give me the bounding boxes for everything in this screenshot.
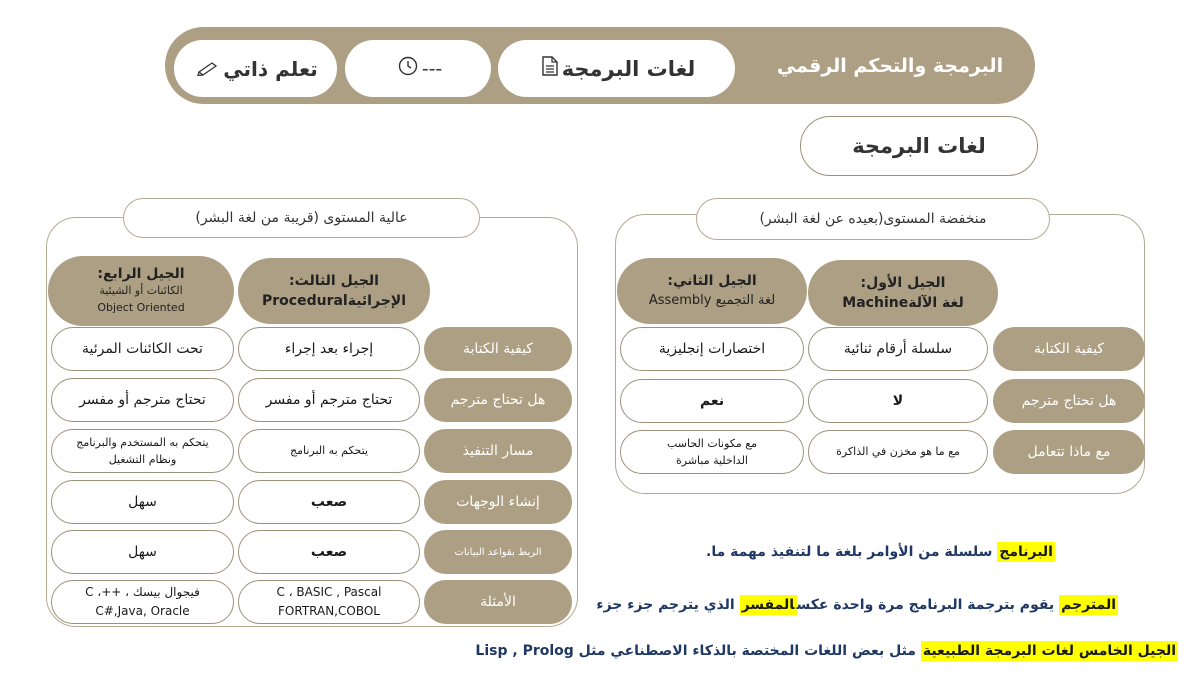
note-program-term: البرنامج	[999, 544, 1053, 560]
note-compiler-def-b: الذي يترجم جزء جزء	[596, 597, 735, 613]
high-row-label-examples: الأمثلة	[424, 580, 572, 624]
gen-2-sub: لغة التجميع Assembly	[648, 293, 776, 309]
gen-2-header	[617, 258, 807, 324]
gen-4-name: الجيل الرابع:	[97, 265, 185, 282]
low-row-label-deals: مع ماذا تتعامل	[993, 430, 1145, 474]
gen-4-sub2: Object Oriented	[97, 300, 185, 314]
topic-chip-label: لغات البرمجة	[561, 56, 696, 81]
note-interpreter-term: المفسر	[741, 597, 795, 613]
high-cell-gen4-database: سهل	[51, 530, 234, 574]
note-fifth-term: الجيل الخامس لغات البرمجة الطبيعية	[922, 643, 1176, 659]
high-cell-gen4-execution: يتحكم به المستخدم والبرنامج ونظام التشغيل	[51, 429, 234, 473]
clock-icon	[398, 56, 418, 81]
gen-3-sub: الإجرائيةProcedural	[262, 293, 407, 309]
gen-2-name: الجيل الثاني:	[667, 273, 757, 290]
lesson-chip[interactable]	[345, 40, 491, 97]
high-cell-gen4-writing: تحت الكائنات المرئية	[51, 327, 234, 371]
gen-4-header	[48, 256, 234, 326]
pen-icon	[197, 57, 219, 81]
low-cell-gen1-deals: مع ما هو مخزن في الذاكرة	[808, 430, 988, 474]
note-compiler	[596, 597, 1118, 613]
self-learning-label: تعلم ذاتي	[223, 56, 318, 81]
high-cell-gen3-examples: C ، BASIC , Pascal FORTRAN,COBOL	[238, 580, 420, 624]
gen-1-header	[808, 260, 998, 326]
gen-1-name: الجيل الأول:	[860, 274, 946, 291]
high-row-label-execution: مسار التنفيذ	[424, 429, 572, 473]
low-row-label-writing: كيفية الكتابة	[993, 327, 1145, 371]
high-cell-gen4-examples: فيجوال بيسك ، ++C ، C#,Java, Oracle	[51, 580, 234, 624]
high-cell-gen3-interfaces: صعب	[238, 480, 420, 524]
section-title: لغات البرمجة	[800, 116, 1038, 176]
low-level-title: منخفضة المستوى(بعيده عن لغة البشر)	[696, 198, 1050, 240]
high-row-label-database: الربط بقواعد البيانات	[424, 530, 572, 574]
note-program-def: سلسلة من الأوامر بلغة ما لتنفيذ مهمة ما.	[706, 544, 993, 560]
gen-3-header	[238, 258, 430, 324]
low-cell-gen2-compiler: نعم	[620, 379, 804, 423]
high-cell-gen3-database: صعب	[238, 530, 420, 574]
self-learning-chip[interactable]	[174, 40, 337, 97]
low-cell-gen2-writing: اختصارات إنجليزية	[620, 327, 804, 371]
note-fifth-def: مثل بعض اللغات المختصة بالذكاء الاصطناعي مثل Lisp , Prolog	[475, 643, 916, 659]
note-compiler-term: المترجم	[1061, 597, 1116, 613]
low-cell-gen2-deals: مع مكونات الحاسب الداخلية مباشرة	[620, 430, 804, 474]
high-cell-gen3-execution: يتحكم به البرنامج	[238, 429, 420, 473]
high-cell-gen3-writing: إجراء بعد إجراء	[238, 327, 420, 371]
document-icon	[542, 56, 558, 81]
gen-1-sub: لغة الآلةMachine	[842, 295, 964, 311]
gen-4-sub: الكائنات أو الشيئية	[99, 284, 183, 298]
note-program	[706, 544, 1055, 560]
high-row-label-compiler: هل تحتاج مترجم	[424, 378, 572, 422]
course-title: البرمجة والتحكم الرقمي	[776, 55, 1004, 77]
high-row-label-writing: كيفية الكتابة	[424, 327, 572, 371]
low-cell-gen1-compiler: لا	[808, 379, 988, 423]
note-fifth-gen	[475, 643, 1178, 659]
low-row-label-compiler: هل تحتاج مترجم	[993, 379, 1145, 423]
high-cell-gen4-interfaces: سهل	[51, 480, 234, 524]
lesson-chip-label: ---	[421, 57, 443, 80]
high-row-label-interfaces: إنشاء الوجهات	[424, 480, 572, 524]
high-cell-gen4-compiler: تحتاج مترجم أو مفسر	[51, 378, 234, 422]
note-compiler-def-a: يقوم بترجمة البرنامج مرة واحدة عكس	[796, 597, 1055, 613]
low-cell-gen1-writing: سلسلة أرقام ثنائية	[808, 327, 988, 371]
high-level-title: عالية المستوى (قريبة من لغة البشر)	[123, 198, 480, 238]
gen-3-name: الجيل الثالث:	[289, 272, 379, 289]
topic-chip[interactable]	[498, 40, 735, 97]
high-cell-gen3-compiler: تحتاج مترجم أو مفسر	[238, 378, 420, 422]
